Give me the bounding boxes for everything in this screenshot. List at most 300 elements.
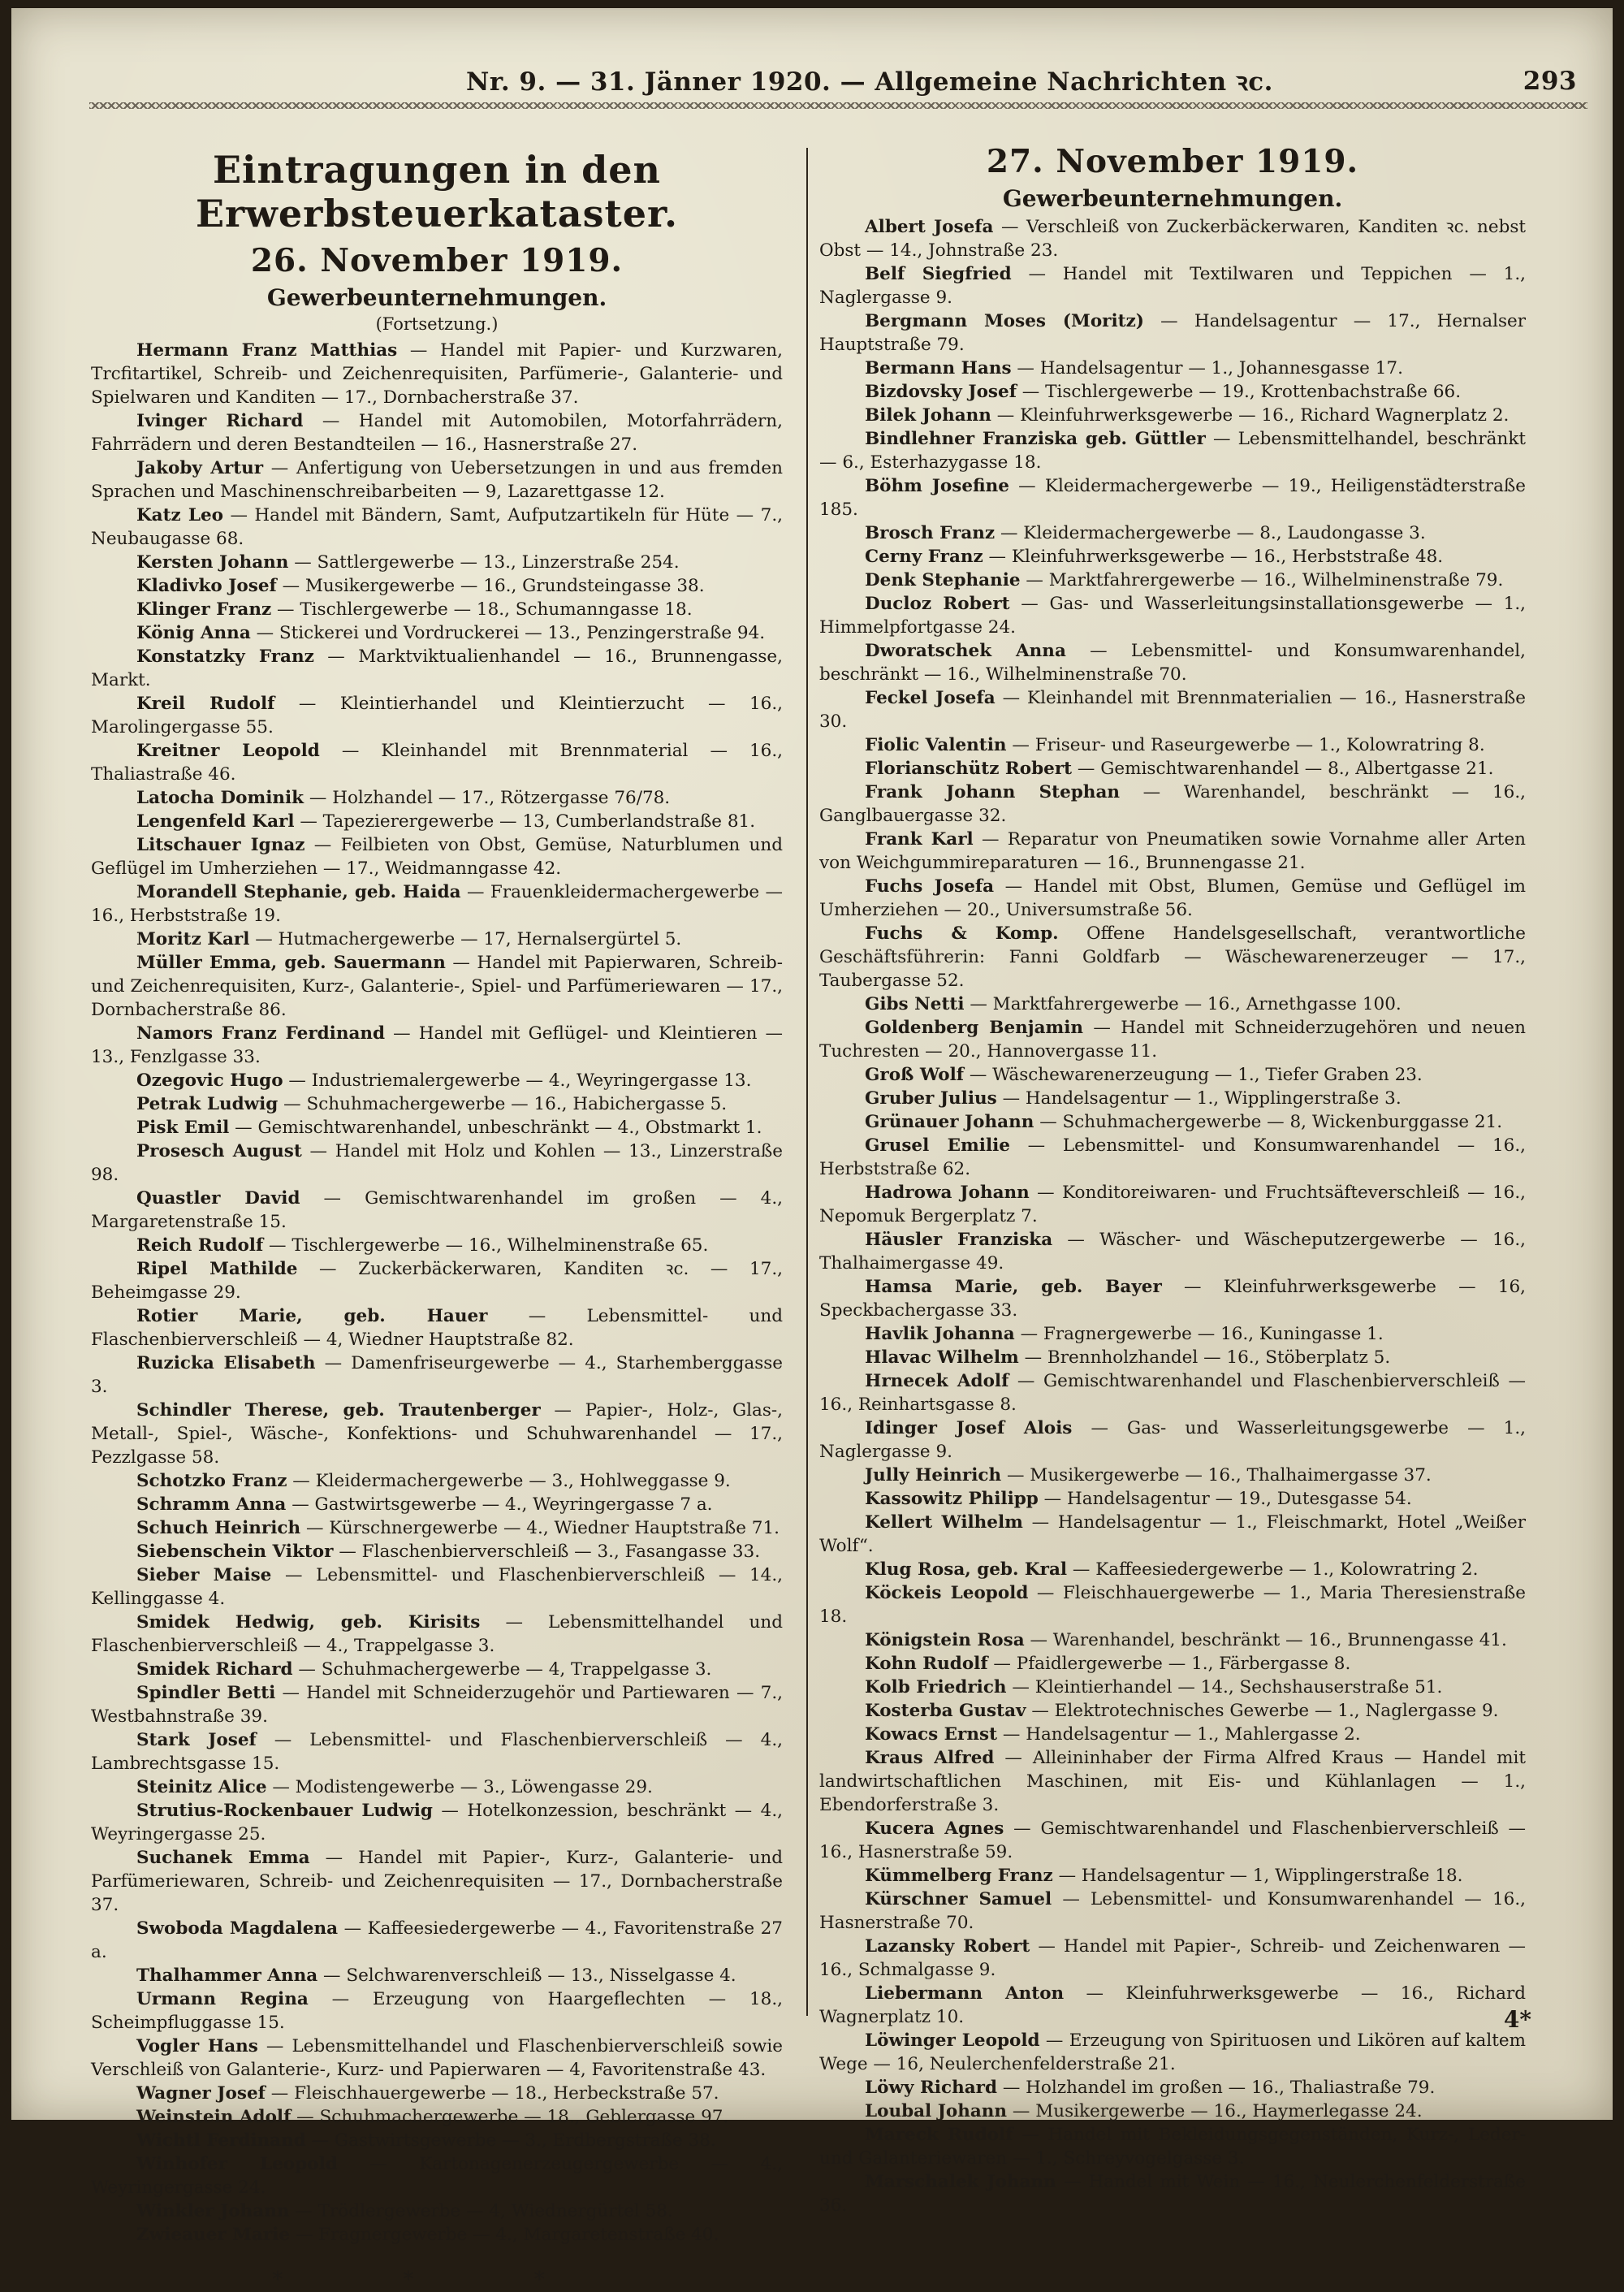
register-entry bbox=[91, 1234, 783, 1257]
entry-name: Reich Rudolf bbox=[136, 1235, 264, 1256]
entry-text: — Hotelkonzession, beschränkt — 4., Weyringergasse 25. bbox=[91, 1801, 783, 1844]
entry-name: Brosch Franz bbox=[865, 523, 996, 543]
entry-text: — Kürschnergewerbe — 4., Wiedner Hauptstraße 71. bbox=[300, 1518, 780, 1538]
entry-name: Zwieauer Marie bbox=[136, 2225, 291, 2245]
register-entry bbox=[819, 733, 1526, 757]
register-entry bbox=[91, 1304, 783, 1351]
register-entry bbox=[819, 1346, 1526, 1369]
entry-name: Schuch Heinrich bbox=[136, 1518, 301, 1538]
entry-text: — Handel mit Schneiderzugehör und Partiewaren — 7., Westbahnstraße 39. bbox=[91, 1683, 784, 1727]
entry-name: Kassowitz Philipp bbox=[865, 1489, 1039, 1509]
entry-text: — Hutmachergewerbe — 17, Hernalsergürtel 5. bbox=[249, 929, 682, 949]
entry-text: — Handel mit Papier-, Schreib- und Zeichenwaren — 16., Schmalgasse 9. bbox=[819, 1936, 1526, 1980]
entry-text: Offene Handelsgesellschaft, verantwortliche Geschäftsführerin: Fanni Goldfarb — Wäschewarenerzeuger — 17., Taubergasse 52. bbox=[819, 923, 1526, 991]
register-entry bbox=[819, 427, 1526, 474]
register-entry bbox=[819, 1817, 1526, 1864]
register-entry bbox=[91, 551, 783, 574]
register-entry bbox=[91, 1092, 783, 1116]
register-entry bbox=[819, 1628, 1526, 1652]
entry-name: Ripel Mathilde bbox=[136, 1259, 298, 1279]
register-entry bbox=[91, 1775, 783, 1799]
entry-name: Fuchs & Komp. bbox=[865, 923, 1059, 944]
entry-text: — Handel mit Automobilen, Motorfahrrädern, Fahrrädern und deren Bestandteilen — 16., Hasnerstraße 27. bbox=[91, 411, 783, 455]
register-entry bbox=[819, 1063, 1526, 1087]
entry-name: Sieber Maise bbox=[136, 1565, 272, 1585]
entry-text: — Handelsagentur — 1., Fleischmarkt, Hotel „Weißer Wolf“. bbox=[819, 1512, 1527, 1556]
entry-text: — Marktviktualienhandel — 16., Brunnengasse, Markt. bbox=[91, 647, 783, 690]
register-entry bbox=[819, 545, 1526, 569]
register-entry bbox=[819, 1699, 1526, 1723]
entry-text: — Schuhmachergewerbe — 4, Trappelgasse 3. bbox=[292, 1659, 712, 1680]
register-entry bbox=[819, 215, 1526, 262]
entry-text: — Tapezierergewerbe — 13, Cumberlandstraße 81. bbox=[294, 811, 756, 832]
entry-text: — Kleidermachergewerbe — 8., Laudongasse 3. bbox=[995, 523, 1426, 543]
entry-name: Grusel Emilie bbox=[865, 1135, 1010, 1156]
page-title: Eintragungen in den Erwerbsteuerkataster. bbox=[195, 148, 679, 236]
newspaper-page bbox=[11, 8, 1613, 2292]
signature-mark: 4* bbox=[1503, 2006, 1531, 2033]
register-entry bbox=[819, 521, 1526, 545]
register-entry bbox=[819, 2170, 1526, 2217]
entry-text: — Musikergewerbe — 16., Thalhaimergasse 37. bbox=[1001, 1465, 1432, 1485]
entry-list bbox=[819, 215, 1526, 2217]
register-entry bbox=[819, 1016, 1526, 1063]
entry-text: — Kleinhandel mit Brennmaterial — 16., Thaliastraße 46. bbox=[91, 741, 783, 785]
register-entry bbox=[91, 1469, 783, 1493]
entry-text: — Holzhandel — 17., Rötzergasse 76/78. bbox=[304, 788, 671, 808]
entry-name: Lazansky Robert bbox=[865, 1936, 1030, 1957]
entry-text: — Frauenkleidermachergewerbe — 16., Herbststraße 19. bbox=[91, 882, 783, 926]
register-entry bbox=[91, 1493, 783, 1516]
register-entry bbox=[91, 1022, 783, 1069]
register-entry bbox=[819, 404, 1526, 427]
register-entry bbox=[91, 598, 783, 621]
register-entry bbox=[91, 2129, 783, 2152]
entry-text: — Tischlergewerbe — 16., Wilhelminenstraße 65. bbox=[263, 1235, 709, 1256]
register-entry bbox=[819, 757, 1526, 781]
register-entry bbox=[819, 1935, 1526, 1982]
entry-text: — Fragnergewerbe — 16., Kuningasse 1. bbox=[1014, 1324, 1384, 1344]
entry-text: — Kleidermachergewerbe — 19., Heiligenstädterstraße 185. bbox=[819, 476, 1526, 520]
register-entry bbox=[819, 2123, 1526, 2170]
entry-text: — Musikergewerbe — 16., Grundsteingasse 38. bbox=[276, 576, 705, 596]
entry-name: Kosterba Gustav bbox=[865, 1701, 1026, 1721]
entry-text: — Handel mit Geflügel- und Kleintieren — 13., Fenzlgasse 33. bbox=[91, 1023, 783, 1067]
entry-text: — Handelsagentur — 1., Mahlergasse 2. bbox=[997, 1724, 1361, 1745]
register-entry bbox=[819, 1864, 1526, 1888]
entry-text: — Modistengewerbe — 3., Löwengasse 29. bbox=[266, 1777, 653, 1797]
entry-text: — Handel mit Textilwaren und Teppichen — 1., Naglergasse 9. bbox=[819, 264, 1526, 308]
entry-text: — Schuhmachergewerbe — 8, Wickenburggasse 21. bbox=[1034, 1112, 1503, 1132]
entry-text: — Handelsagentur — 1., Johannesgasse 17. bbox=[1011, 358, 1403, 378]
entry-name: Vogler Hans bbox=[136, 2036, 258, 2056]
entry-name: Feckel Josefa bbox=[865, 688, 996, 708]
entry-text: — Handel mit Papier-, Kurz-, Galanterie- und Parfümeriewaren, Schreib- und Zeichenrequisiten — 17., Dornbacherstraße 37. bbox=[91, 1848, 784, 1915]
register-entry bbox=[91, 810, 783, 833]
entry-text: — Anfertigung von Uebersetzungen in und aus fremden Sprachen und Maschinenschreibarbeiten — 9, Lazarettgasse 12. bbox=[91, 458, 783, 502]
register-entry bbox=[819, 781, 1526, 828]
entry-text: — Lebensmittelhandel, beschränkt — 6., Esterhazygasse 18. bbox=[819, 429, 1526, 473]
entry-name: Kohn Rudolf bbox=[865, 1654, 988, 1674]
entry-text: — Konditoreiwaren- und Fruchtsäfteverschleiß — 16., Nepomuk Bergerplatz 7. bbox=[819, 1183, 1526, 1226]
register-entry bbox=[819, 1888, 1526, 1935]
entry-text: — Kleinhandel mit Brennmaterialien — 16., Hasnerstraße 30. bbox=[819, 688, 1526, 732]
entry-name: Goldenberg Benjamin bbox=[865, 1018, 1084, 1038]
entry-text: — Erzeugung von Spirituosen und Likören auf kaltem Wege — 16, Neulerchenfelderstraße 21. bbox=[819, 2030, 1526, 2074]
entry-name: Belf Siegfried bbox=[865, 264, 1012, 284]
entry-name: Swoboda Magdalena bbox=[136, 1918, 339, 1939]
entry-text: — Wäschewarenerzeugung — 1., Tiefer Graben 23. bbox=[964, 1065, 1423, 1085]
entry-name: Häusler Franziska bbox=[865, 1230, 1053, 1250]
entry-text: — Fleischhauergewerbe — 1., Maria Theresienstraße 18. bbox=[819, 1583, 1526, 1627]
register-entry bbox=[819, 1746, 1526, 1817]
header-rule bbox=[89, 102, 1587, 109]
entry-name: Kürschner Samuel bbox=[865, 1889, 1052, 1909]
register-entry bbox=[91, 456, 783, 504]
entry-text: — Lebensmittel- und Flaschenbierverschleiß — 4., Lambrechtsgasse 15. bbox=[91, 1730, 783, 1774]
register-entry bbox=[91, 2105, 783, 2129]
register-entry bbox=[91, 1611, 783, 1658]
register-entry bbox=[91, 1987, 783, 2035]
entry-text: — Tischlergewerbe — 18., Schumanngasse 18. bbox=[271, 599, 693, 620]
section-heading: Gewerbeunternehmungen. bbox=[1002, 185, 1343, 212]
entry-text: — Lebensmittel- und Konsumwarenhandel — 16., Hasnerstraße 70. bbox=[819, 1889, 1526, 1933]
register-entry bbox=[91, 1257, 783, 1304]
entry-text: — Handelsagentur — 19., Dutesgasse 54. bbox=[1038, 1489, 1412, 1509]
entry-name: Ivinger Richard bbox=[136, 411, 304, 431]
entry-text: — Lebensmittel- und Konsumwarenhandel — 16., Herbststraße 62. bbox=[819, 1135, 1526, 1179]
entry-name: Denk Stephanie bbox=[865, 570, 1021, 590]
entry-text: — Alleininhaber der Firma Alfred Kraus — Handel mit landwirtschaftlichen Maschinen, mit Eis- und Kühlanlagen — 1., Ebendorferstraße 3. bbox=[819, 1748, 1526, 1815]
entry-text: — Selchwarenverschleiß — 13., Nisselgasse 4. bbox=[317, 1965, 736, 1986]
page-number: 293 bbox=[1522, 67, 1577, 96]
register-entry bbox=[819, 1087, 1526, 1110]
entry-text: — Gemischtwarenhandel, unbeschränkt — 4., Obstmarkt 1. bbox=[229, 1118, 762, 1138]
entry-text: — Lebensmittelhandel und Flaschenbierverschleiß — 4., Trappelgasse 3. bbox=[91, 1612, 783, 1656]
entry-name: Gibs Netti bbox=[865, 994, 965, 1014]
entry-name: Kraus Alfred bbox=[865, 1748, 995, 1768]
entry-text: — Gas- und Wasserleitungsinstallationsgewerbe — 1., Himmelpfortgasse 24. bbox=[819, 594, 1527, 638]
entry-text: — Wäscher- und Wäscheputzergewerbe — 16., Thalhaimergasse 49. bbox=[819, 1230, 1526, 1274]
entry-text: — Lebensmittel- und Konsumwarenhandel, beschränkt — 16., Wilhelminenstraße 70. bbox=[819, 641, 1526, 685]
entry-name: Grünauer Johann bbox=[865, 1112, 1034, 1132]
register-entry bbox=[819, 992, 1526, 1016]
register-entry bbox=[91, 1658, 783, 1681]
entry-text: — Gemischtwarenhandel — 8., Albertgasse 21. bbox=[1072, 759, 1494, 779]
register-entry bbox=[91, 880, 783, 928]
entry-name: Winhofer Leopold bbox=[136, 2154, 338, 2174]
register-entry bbox=[819, 922, 1526, 992]
entry-name: Ducloz Robert bbox=[865, 594, 1010, 614]
entry-text: — Tischlergewerbe — 19., Krottenbachstraße 66. bbox=[1016, 382, 1462, 402]
running-head-text: Nr. 9. — 31. Jänner 1920. — Allgemeine Nachrichten ꝛc. bbox=[466, 67, 1273, 97]
entry-text: — Kleinfuhrwerksgewerbe — 16., Richard Wagnerplatz 10. bbox=[819, 1983, 1526, 2027]
entry-list bbox=[91, 339, 783, 2247]
entry-name: Stark Josef bbox=[136, 1730, 257, 1750]
register-entry bbox=[819, 474, 1526, 521]
entry-text: — Friseur- und Raseurgewerbe — 1., Kolowratring 8. bbox=[1006, 735, 1485, 755]
entry-text: — Kleinfuhrwerksgewerbe — 16, Speckbachergasse 33. bbox=[819, 1277, 1526, 1321]
entry-text: — Handel mit Holz und Kohlen — 13., Linzerstraße 98. bbox=[91, 1141, 783, 1185]
entry-name: Loubal Johann bbox=[865, 2101, 1008, 2121]
register-entry bbox=[91, 928, 783, 951]
entry-name: Bindlehner Franziska geb. Güttler bbox=[865, 429, 1206, 449]
register-entry bbox=[819, 1511, 1526, 1558]
entry-name: Idinger Josef Alois bbox=[865, 1418, 1073, 1438]
register-entry bbox=[91, 692, 783, 739]
register-entry bbox=[819, 1228, 1526, 1275]
register-entry bbox=[91, 1799, 783, 1846]
entry-name: Dworatschek Anna bbox=[865, 641, 1066, 661]
entry-name: Löwinger Leopold bbox=[865, 2030, 1040, 2051]
entry-text: — Handel mit Schneiderzugehören und neuen Tuchresten — 20., Hannovergasse 11. bbox=[819, 1018, 1526, 1062]
entry-name: Thalhammer Anna bbox=[136, 1965, 318, 1986]
entry-name: Havlik Johanna bbox=[865, 1324, 1015, 1344]
register-entry bbox=[91, 2152, 783, 2199]
entry-text: — Gas- und Wasserleitungsgewerbe — 1., Naglergasse 9. bbox=[819, 1418, 1527, 1462]
entry-name: Frank Johann Stephan bbox=[865, 782, 1121, 802]
entry-name: Kümmelberg Franz bbox=[865, 1866, 1053, 1886]
register-entry bbox=[819, 2076, 1526, 2100]
entry-name: Petrak Ludwig bbox=[136, 1094, 279, 1114]
column-divider bbox=[806, 148, 808, 2016]
entry-name: Fiolic Valentin bbox=[865, 735, 1007, 755]
entry-text: — Brennholzhandel — 16., Stöberplatz 5. bbox=[1018, 1347, 1391, 1368]
entry-name: Hlavac Wilhelm bbox=[865, 1347, 1019, 1368]
entry-text: — Handel mit Bändern, Samt, Aufputzartikeln für Hüte — 7., Neubaugasse 68. bbox=[91, 505, 783, 549]
register-entry bbox=[91, 1351, 783, 1399]
entry-name: Liebermann Anton bbox=[865, 1983, 1065, 2004]
continuation-note: (Fortsetzung.) bbox=[375, 314, 499, 334]
entry-text: — Feilbieten von Obst, Gemüse, Naturblumen und Geflügel im Umherziehen — 17., Weidmanngasse 42. bbox=[91, 835, 783, 879]
register-entry bbox=[91, 833, 783, 880]
entry-name: Hermann Franz Matthias bbox=[136, 340, 398, 361]
entry-name: Quastler David bbox=[136, 1188, 300, 1209]
register-entry bbox=[91, 2199, 783, 2223]
register-entry bbox=[819, 1181, 1526, 1228]
register-entry bbox=[819, 875, 1526, 922]
register-entry bbox=[819, 2029, 1526, 2076]
entry-text: — Musikergewerbe — 16., Haymerlegasse 24. bbox=[1007, 2101, 1423, 2121]
register-entry bbox=[819, 1110, 1526, 1134]
register-entry bbox=[91, 1681, 783, 1728]
entry-name: Lengenfeld Karl bbox=[136, 811, 295, 832]
register-entry bbox=[91, 1187, 783, 1234]
entry-name: Pisk Emil bbox=[136, 1118, 230, 1138]
entry-name: Kladivko Josef bbox=[136, 576, 277, 596]
entry-text: — Handelsagentur — 17., Hernalser Hauptstraße 79. bbox=[819, 311, 1526, 355]
entry-name: Smidek Richard bbox=[136, 1659, 293, 1680]
entry-text: — Gemischtwarenhandel im großen — 4., Margaretenstraße 15. bbox=[91, 1188, 783, 1232]
entry-name: Fuchs Josefa bbox=[865, 876, 995, 897]
entry-name: Jully Heinrich bbox=[865, 1465, 1002, 1485]
entry-text: — Verschleiß von Zuckerbäckerwaren, Kanditen ꝛc. nebst Obst — 14., Johnstraße 23. bbox=[819, 217, 1527, 261]
right-column bbox=[819, 143, 1526, 2217]
entry-text: — Schuhmachergewerbe — 18., Geblergasse 97. bbox=[291, 2107, 729, 2127]
entry-text: — Holzhandel im großen — 16., Thaliastraße 79. bbox=[997, 2078, 1436, 2098]
register-entry bbox=[91, 2082, 783, 2105]
register-entry bbox=[819, 686, 1526, 733]
entry-text: — Warenhandel, beschränkt — 16., Brunnengasse 41. bbox=[1024, 1630, 1507, 1650]
entry-text: — Handelsagentur — 1., Wipplingerstraße 3. bbox=[996, 1088, 1402, 1109]
entry-name: Schindler Therese, geb. Trautenberger bbox=[136, 1400, 541, 1421]
register-entry bbox=[91, 951, 783, 1022]
entry-text: — Pfaidlergewerbe — 1., Färbergasse 8. bbox=[987, 1654, 1351, 1674]
register-entry bbox=[91, 1728, 783, 1775]
entry-name: Litschauer Ignaz bbox=[136, 835, 305, 855]
register-entry bbox=[819, 357, 1526, 380]
entry-text: — Lebensmittel- und Flaschenbierverschleiß — 14., Kellinggasse 4. bbox=[91, 1565, 783, 1609]
entry-name: Strutius-Rockenbauer Ludwig bbox=[136, 1801, 433, 1821]
register-entry bbox=[819, 1275, 1526, 1322]
entry-name: Namors Franz Ferdinand bbox=[136, 1023, 386, 1044]
register-entry bbox=[819, 569, 1526, 592]
entry-name: Katz Leo bbox=[136, 505, 224, 525]
entry-name: Morandell Stephanie, geb. Haida bbox=[136, 882, 461, 902]
date-heading-nov-26: 26. November 1919. bbox=[250, 242, 624, 279]
entry-text: — Kaffeesiedergewerbe — 1., Kolowratring 2. bbox=[1067, 1559, 1479, 1580]
entry-name: Hrnecek Adolf bbox=[865, 1371, 1009, 1391]
entry-text: — Reparatur von Pneumatiken sowie Vornahme aller Arten von Weichgummireparaturen — 16., Brunnengasse 21. bbox=[819, 829, 1526, 873]
register-entry bbox=[819, 2100, 1526, 2123]
register-entry bbox=[819, 262, 1526, 309]
entry-name: Köckeis Leopold bbox=[865, 1583, 1029, 1603]
register-entry bbox=[91, 1069, 783, 1092]
entry-text: — Schuhmachergewerbe — 16., Habichergasse 5. bbox=[278, 1094, 728, 1114]
entry-text: — Kleinfuhrwerksgewerbe — 16., Richard Wagnerplatz 2. bbox=[991, 405, 1510, 426]
register-entry bbox=[819, 1416, 1526, 1464]
entry-text: — Marktfahrergewerbe — 16., Wilhelminenstraße 79. bbox=[1020, 570, 1504, 590]
entry-text: — Kaffeesiedergewerbe — 4., Favoritenstraße 27 a. bbox=[91, 1918, 783, 1962]
entry-name: Siebenschein Viktor bbox=[136, 1542, 334, 1562]
date-heading-nov-27: 27. November 1919. bbox=[986, 143, 1359, 180]
entry-name: Gruber Julius bbox=[865, 1088, 997, 1109]
entry-name: Weinstein Adolf bbox=[136, 2107, 292, 2127]
register-entry bbox=[819, 1581, 1526, 1628]
entry-text: — Industriemalergewerbe — 4., Weyringergasse 13. bbox=[283, 1070, 752, 1091]
entry-name: Kucera Agnes bbox=[865, 1818, 1004, 1839]
entry-name: Rotier Marie, geb. Hauer bbox=[136, 1306, 488, 1326]
entry-text: — Erzeugung von Haargeflechten — 18., Scheimpfluggasse 15. bbox=[91, 1989, 783, 2033]
register-entry bbox=[819, 1322, 1526, 1346]
entry-name: Kreil Rudolf bbox=[136, 694, 275, 714]
entry-name: Bilek Johann bbox=[865, 405, 991, 426]
left-column bbox=[91, 143, 783, 2292]
register-entry bbox=[819, 1134, 1526, 1181]
section-separator: * * * bbox=[272, 2268, 602, 2292]
entry-name: Jakoby Artur bbox=[136, 458, 264, 478]
entry-text: — Kleidermachergewerbe — 3., Hohlweggasse 9. bbox=[287, 1471, 731, 1491]
register-entry bbox=[91, 739, 783, 786]
entry-name: Kowacs Ernst bbox=[865, 1724, 998, 1745]
entry-name: Böhm Josefine bbox=[865, 476, 1009, 496]
entry-text: — Gastwirtsgewerbe — 4., Weyringergasse 7 a. bbox=[286, 1494, 713, 1515]
entry-name: Kolb Friedrich bbox=[865, 1677, 1007, 1697]
register-entry bbox=[819, 592, 1526, 639]
entry-text: — Handelsagentur — 1, Wipplingerstraße 18. bbox=[1052, 1866, 1463, 1886]
entry-text: — Gemischtwarenhandel und Flaschenbierverschleiß — 16., Reinhartsgasse 8. bbox=[819, 1371, 1526, 1415]
entry-name: Steinitz Alice bbox=[136, 1777, 267, 1797]
register-entry bbox=[819, 1487, 1526, 1511]
entry-text: — Handel mit Papier- und Kurzwaren, Trcfitartikel, Schreib- und Zeichenrequisiten, Parfümerie-, Galanterie- und Spielwaren und Kanditen — 17., Dornbacherstraße 37. bbox=[91, 340, 783, 408]
entry-text: — Lebensmittelhandel und Flaschenbierverschleiß sowie Verschleiß von Galanterie-, Kurz- und Papierwaren — 4, Favoritenstraße 43. bbox=[91, 2036, 783, 2080]
register-entry bbox=[819, 1676, 1526, 1699]
entry-text: — Damenfriseurgewerbe — 4., Starhemberggasse 3. bbox=[91, 1353, 783, 1397]
register-entry bbox=[91, 1399, 783, 1469]
entry-name: Hadrowa Johann bbox=[865, 1183, 1030, 1203]
entry-name: Bizdovsky Josef bbox=[865, 382, 1017, 402]
register-entry bbox=[819, 309, 1526, 357]
entry-name: Klinger Franz bbox=[136, 599, 272, 620]
entry-name: Ozegovic Hugo bbox=[136, 1070, 283, 1091]
entry-text: — Handel mit Wein — 16., Neulerchenfelderstraße 36. bbox=[819, 2172, 1526, 2216]
entry-name: Latocha Dominik bbox=[136, 788, 304, 808]
entry-text: — Handel mit Papierwaren, Schreib- und Zeichenrequisiten, Kurz-, Galanterie-, Spiel- und Parfümeriewaren — 17., Dornbacherstraße 86. bbox=[91, 953, 783, 1020]
entry-name: Spindler Betti bbox=[136, 1683, 276, 1703]
register-entry bbox=[91, 2223, 783, 2247]
register-entry bbox=[819, 1652, 1526, 1676]
entry-text: — Handel mit Obst, Blumen, Gemüse und Geflügel im Umherziehen — 20., Universumstraße 56. bbox=[819, 876, 1526, 920]
entry-name: Albert Josefa bbox=[865, 217, 994, 237]
entry-text: — Warenhandel, beschränkt — 16., Ganglbauergasse 32. bbox=[819, 782, 1526, 826]
entry-name: Urmann Regina bbox=[136, 1989, 309, 2009]
entry-text: — Elektrotechnisches Gewerbe — 1., Naglergasse 9. bbox=[1026, 1701, 1499, 1721]
entry-text: — Zuckerbäckerwaren, Kanditen ꝛc. — 17., Beheimgasse 29. bbox=[91, 1259, 783, 1303]
register-entry bbox=[819, 828, 1526, 875]
entry-text: — Sattlergewerbe — 13., Linzerstraße 254. bbox=[288, 552, 680, 573]
register-entry bbox=[91, 1964, 783, 1987]
entry-name: Müller Emma, geb. Sauermann bbox=[136, 953, 446, 973]
register-entry bbox=[91, 574, 783, 598]
entry-text: — Gastwirtsgewerbe — 3., Erdbergstraße 38. bbox=[305, 2130, 716, 2151]
register-entry bbox=[819, 1464, 1526, 1487]
entry-text: — Gemischtwarenhandel und Flaschenbierverschleiß — 16., Hasnerstraße 59. bbox=[819, 1818, 1526, 1862]
entry-name: Cerny Franz bbox=[865, 547, 983, 567]
register-entry bbox=[91, 786, 783, 810]
entry-name: Ruzicka Elisabeth bbox=[136, 1353, 316, 1373]
entry-name: Klug Rosa, geb. Kral bbox=[865, 1559, 1068, 1580]
entry-text: — Trödlergewerbe — 4, Wiednergürtel 58. bbox=[289, 2201, 673, 2221]
entry-name: Suchanek Emma bbox=[136, 1848, 310, 1868]
entry-name: Wagner Josef bbox=[136, 2083, 266, 2104]
entry-name: Florianschütz Robert bbox=[865, 759, 1073, 779]
entry-name: Winkler Johann bbox=[136, 2201, 290, 2221]
register-entry bbox=[91, 339, 783, 409]
entry-text: — Fragnergewerbe — 4., Margaretenstraße 40. bbox=[290, 2225, 719, 2245]
register-entry bbox=[819, 639, 1526, 686]
entry-name: König Anna bbox=[136, 623, 251, 643]
section-heading: Gewerbeunternehmungen. bbox=[266, 284, 607, 311]
entry-text: — Kleintierhandel und Kleintierzucht — 16., Marolingergasse 55. bbox=[91, 694, 783, 737]
entry-text: — Kleinfuhrwerksgewerbe — 16., Herbststraße 48. bbox=[983, 547, 1444, 567]
entry-name: Kreitner Leopold bbox=[136, 741, 320, 761]
entry-name: Marschalek Johann bbox=[865, 2172, 1056, 2192]
register-entry bbox=[91, 1563, 783, 1611]
register-entry bbox=[91, 504, 783, 551]
register-entry bbox=[91, 621, 783, 645]
entry-name: Bermann Hans bbox=[865, 358, 1012, 378]
entry-text: — Papier-, Holz-, Glas-, Metall-, Spiel-, Wäsche-, Konfektions- und Schuhwarenhandel — 17., Pezzlgasse 58. bbox=[91, 1400, 783, 1468]
entry-text: — Kleintierhandel — 14., Sechshauserstraße 51. bbox=[1006, 1677, 1443, 1697]
entry-name: Wichtl Ferdinand bbox=[136, 2130, 306, 2151]
register-entry bbox=[91, 1846, 783, 1917]
entry-name: Prosesch August bbox=[136, 1141, 302, 1161]
register-entry bbox=[91, 1116, 783, 1140]
register-entry bbox=[91, 1140, 783, 1187]
entry-text: — Marktfahrergewerbe — 16., Arnethgasse 100. bbox=[964, 994, 1402, 1014]
register-entry bbox=[819, 1723, 1526, 1746]
register-entry bbox=[819, 380, 1526, 404]
